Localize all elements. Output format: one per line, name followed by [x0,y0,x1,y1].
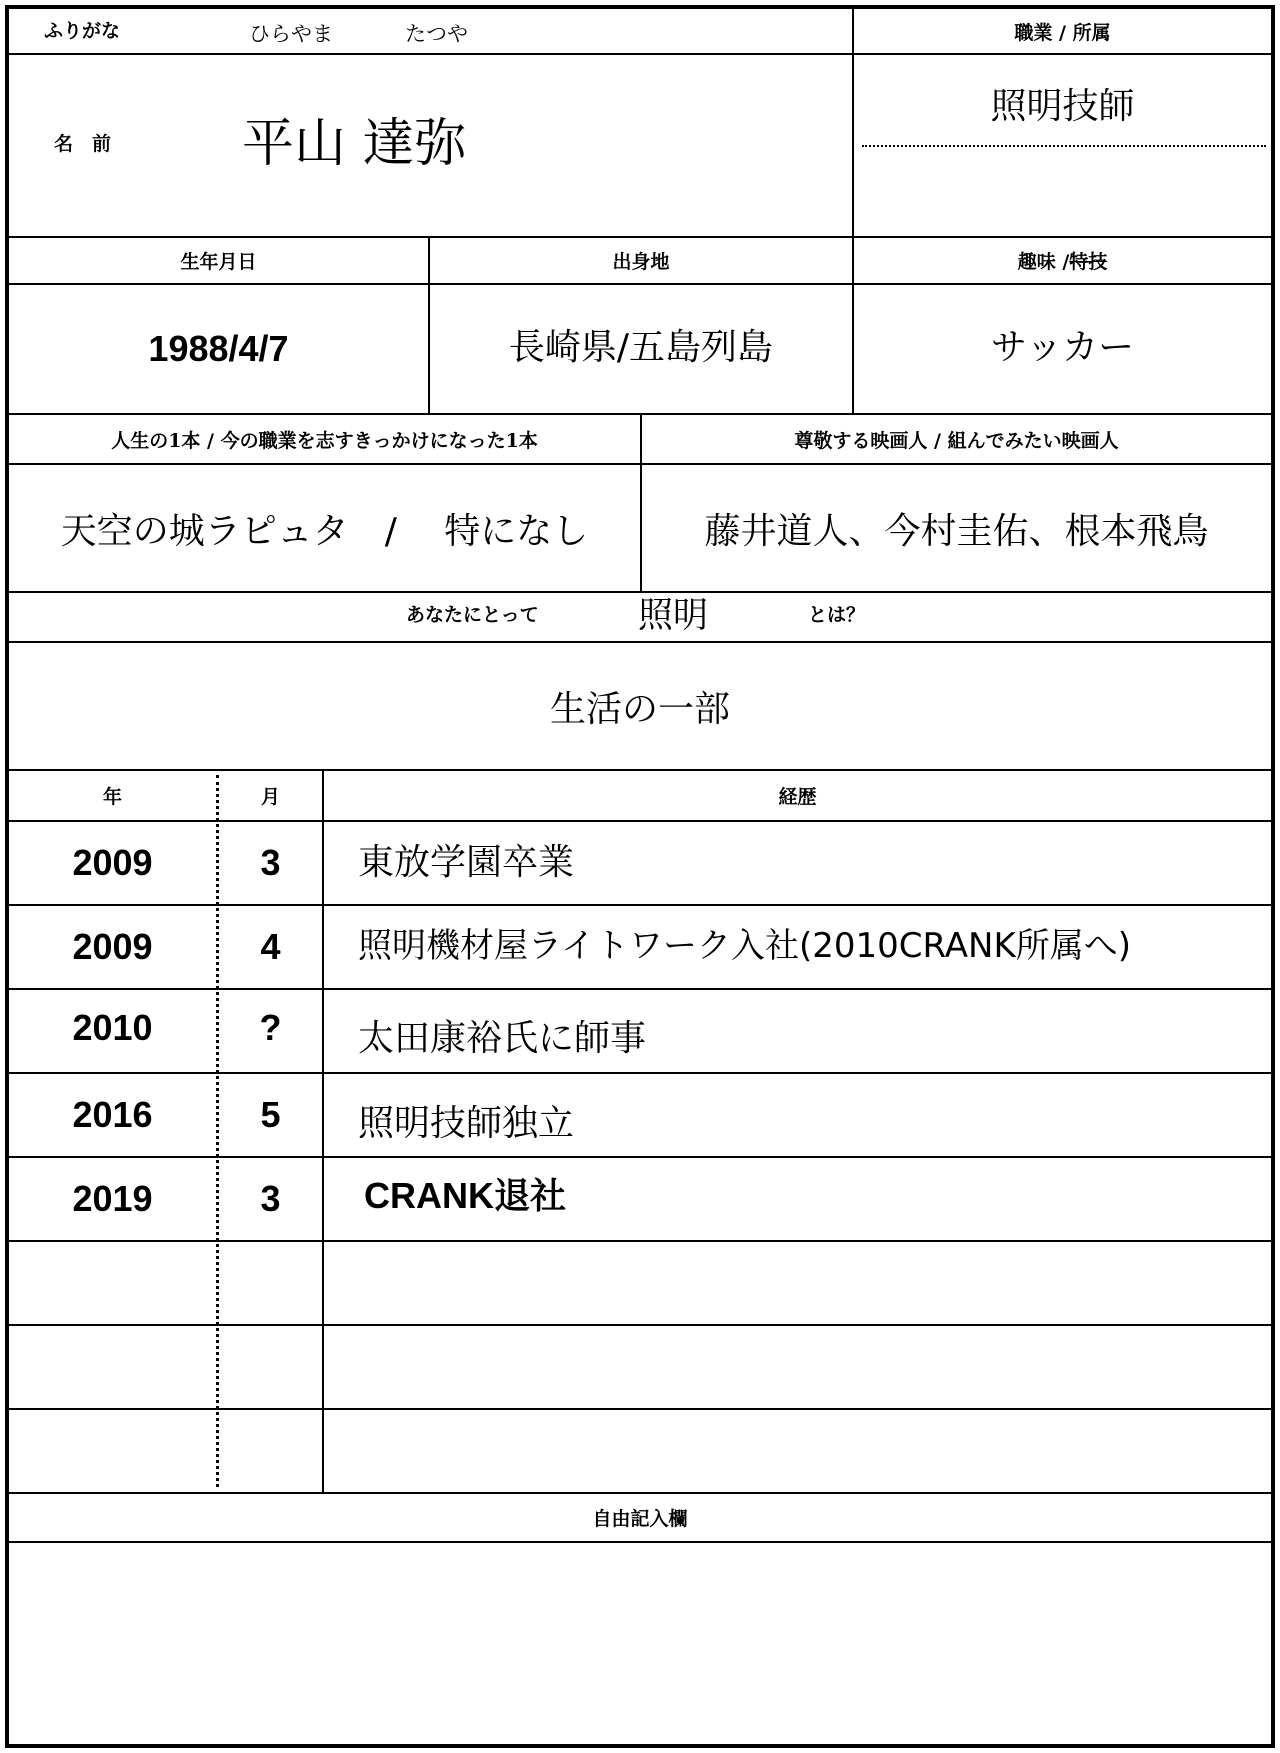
hobby-label [854,238,1271,283]
history-month: ? [259,1007,282,1048]
hobby-value: サッカー [990,326,1135,368]
history-year: 2009 [72,842,153,883]
history-month: 3 [260,842,281,883]
occupation-value: 照明技師 [990,85,1135,127]
history-year: 2010 [72,1007,153,1048]
meaning-prefix: あなたにとって [406,604,539,626]
history-text: 東放学園卒業 [358,842,575,883]
history-month [219,1326,322,1408]
history-year: 2019 [72,1178,153,1219]
history-text: 太田康裕氏に師事 [358,1018,647,1059]
hobby-label-struck: 特技 [1069,251,1108,273]
history-month [219,1410,322,1492]
name-value: 平山 達弥 [242,114,467,174]
name-label: 名 前 [54,133,112,155]
history-month: 4 [260,926,281,967]
birthplace-label: 出身地 [612,251,670,273]
occupation-label: 職業 / 所属 [1014,21,1111,44]
history-year [9,1242,216,1324]
free-entry-area [9,1543,1271,1744]
history-year [9,1410,216,1492]
history-text: CRANK退社 [364,1175,566,1216]
history-header-month: 月 [260,786,280,808]
history-month: 3 [260,1178,281,1219]
history-year: 2016 [72,1094,153,1135]
furigana-given: たつや [405,22,468,46]
free-entry-label: 自由記入欄 [592,1508,688,1530]
hobby-label-main: 趣味 / [1017,251,1070,273]
birthdate-label: 生年月日 [180,251,257,273]
furigana-label: ふりがな [44,20,121,42]
life-film-label: 人生の1本 / 今の職業を志すきっかけになった1本 [111,429,538,452]
meaning-value: 生活の一部 [549,688,730,730]
respected-value: 藤井道人、今村圭佑、根本飛鳥 [704,510,1209,552]
furigana-family: ひらやま [249,22,333,46]
history-header-career: 経歴 [778,786,817,808]
birthdate-value: 1988/4/7 [148,328,289,369]
history-year: 2009 [72,926,153,967]
history-year [9,1326,216,1408]
life-film-value: 天空の城ラピュタ / 特になし [60,510,589,552]
history-text: 照明機材屋ライトワーク入社(2010CRANK所属へ) [358,926,1132,966]
history-month: 5 [260,1094,281,1135]
history-text: 照明技師独立 [358,1103,575,1144]
occupation-underline [862,145,1266,147]
history-header-year: 年 [102,786,122,808]
meaning-suffix: とは？ [808,604,866,626]
birthplace-value: 長崎県/五島列島 [508,326,774,368]
history-month [219,1242,322,1324]
meaning-subject: 照明 [638,596,709,636]
respected-label: 尊敬する映画人 / 組んでみたい映画人 [794,429,1119,452]
